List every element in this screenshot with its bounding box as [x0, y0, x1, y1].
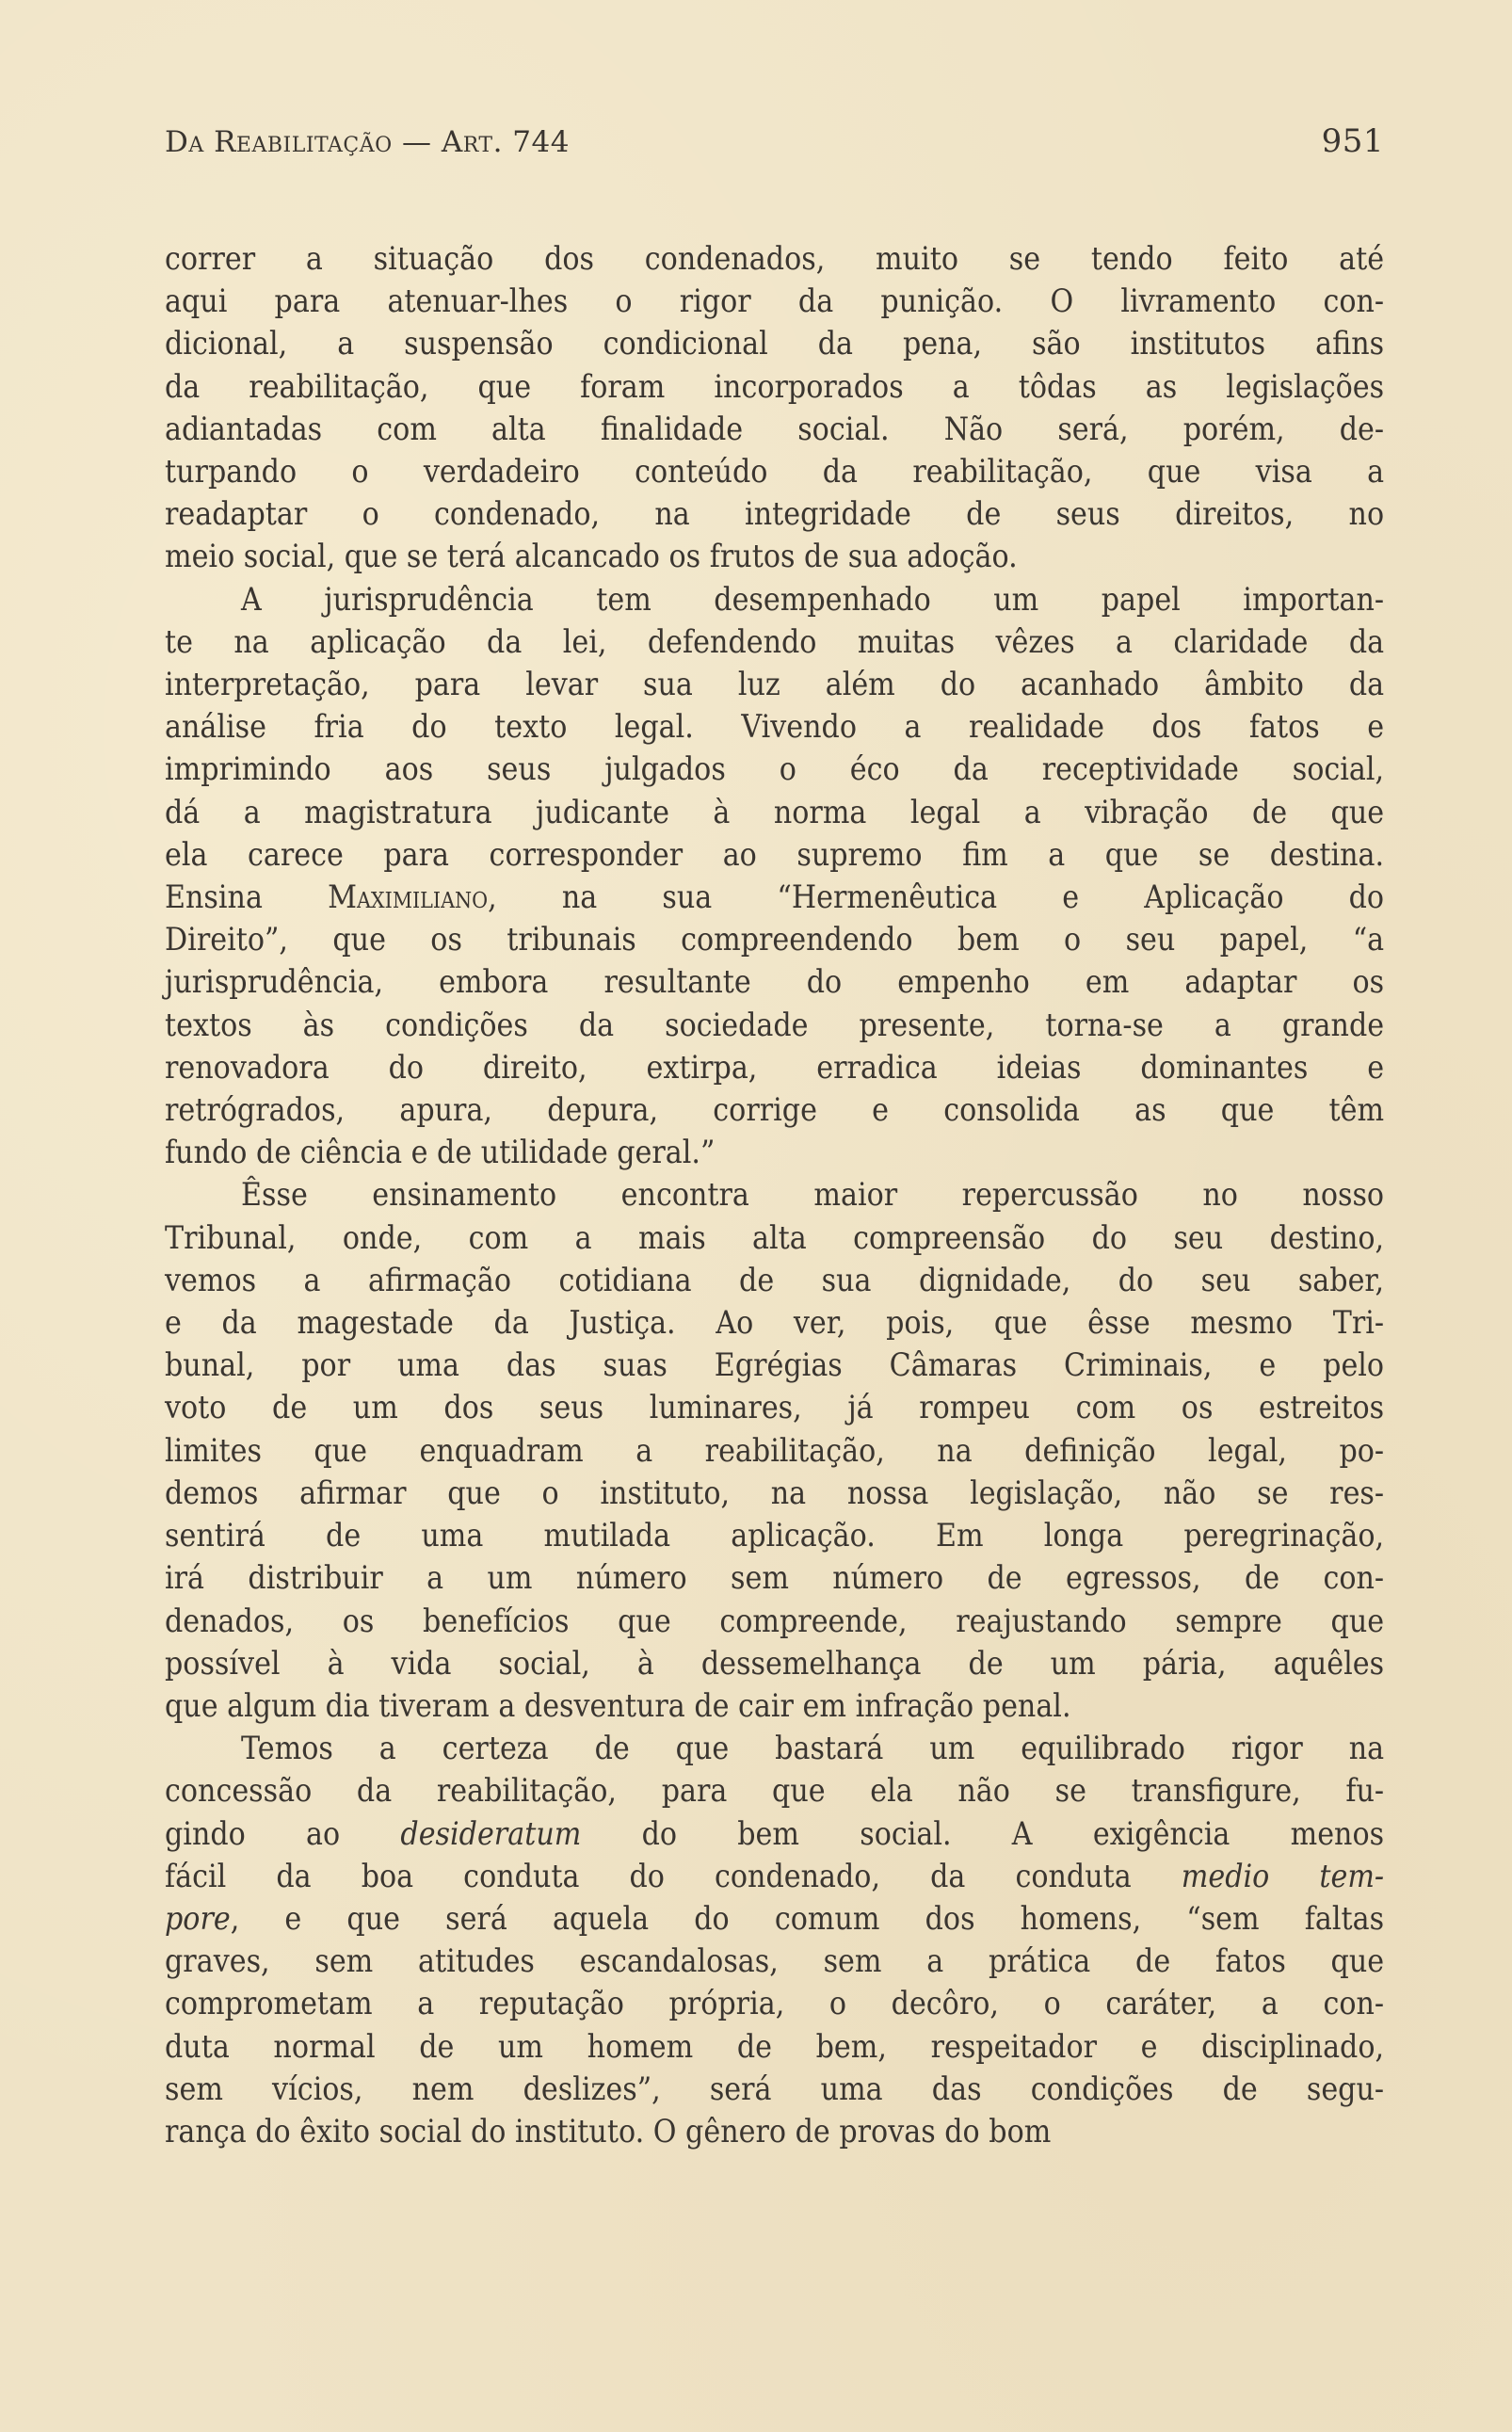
- text-line: concessão da reabilitação, para que ela não se transfigure, fu-: [165, 1772, 1385, 1810]
- text-line: graves, sem atitudes escandalosas, sem a prática de fatos que: [165, 1942, 1385, 1980]
- text-line: Tribunal, onde, com a mais alta compreensão do seu destino,: [165, 1218, 1385, 1256]
- paragraph: [165, 1727, 1384, 2152]
- text-line: e da magestade da Justiça. Ao ver, pois, que êsse mesmo Tri-: [165, 1304, 1385, 1342]
- text-line: irá distribuir a um número sem número de egressos, de con-: [165, 1559, 1385, 1597]
- text-line: meio social, que se terá alcancado os frutos de sua adoção.: [165, 538, 1018, 575]
- text-line: vemos a afirmação cotidiana de sua dignidade, do seu saber,: [165, 1261, 1385, 1298]
- text-line: duta normal de um homem de bem, respeitador e disciplinado,: [165, 2027, 1385, 2065]
- text-line: dicional, a suspensão condicional da pena, são institutos afins: [165, 325, 1385, 362]
- running-head: [165, 122, 1384, 188]
- body-text: [165, 237, 1384, 2152]
- text-line: jurisprudência, embora resultante do empenho em adaptar os: [165, 963, 1385, 1001]
- text-line: comprometam a reputação própria, o decôro, o caráter, a con-: [165, 1985, 1385, 2022]
- text-line: Êsse ensinamento encontra maior repercussão no nosso: [241, 1176, 1385, 1214]
- text-line: da reabilitação, que foram incorporados a tôdas as legislações: [165, 367, 1385, 405]
- text-line: A jurisprudência tem desempenhado um papel importan-: [241, 580, 1385, 618]
- text-line: sem vícios, nem deslizes”, será uma das condições de segu-: [165, 2070, 1385, 2107]
- latin-term: pore: [165, 1899, 231, 1937]
- latin-term: medio tem-: [1181, 1857, 1385, 1894]
- latin-term: desideratum: [400, 1814, 582, 1852]
- text-line: limites que enquadram a reabilitação, na definição legal, po-: [165, 1431, 1385, 1469]
- text-line: Direito”, que os tribunais compreendendo bem o seu papel, “a: [165, 921, 1385, 958]
- text-line: imprimindo aos seus julgados o éco da receptividade social,: [165, 750, 1385, 788]
- text-line: retrógrados, apura, depura, corrige e consolida as que têm: [165, 1091, 1385, 1129]
- text-line: aqui para atenuar-lhes o rigor da punição. O livramento con-: [165, 282, 1385, 320]
- text-line: fácil da boa conduta do condenado, da conduta medio tem-: [165, 1857, 1385, 1894]
- running-title: Da Reabilitação — Art. 744: [165, 125, 570, 159]
- text-line: denados, os benefícios que compreende, reajustando sempre que: [165, 1602, 1385, 1639]
- text-line: possível à vida social, à dessemelhança de um pária, aquêles: [165, 1644, 1385, 1682]
- text-line: fundo de ciência e de utilidade geral.”: [165, 1134, 716, 1171]
- text-line: interpretação, para levar sua luz além do acanhado âmbito da: [165, 666, 1385, 703]
- author-name: Maximiliano: [328, 878, 489, 916]
- text-line: bunal, por uma das suas Egrégias Câmaras Criminais, e pelo: [165, 1346, 1385, 1384]
- text-line: análise fria do texto legal. Vivendo a realidade dos fatos e: [165, 708, 1385, 746]
- text-line: rança do êxito social do instituto. O gênero de provas do bom: [165, 2112, 1052, 2150]
- text-line: turpando o verdadeiro conteúdo da reabilitação, que visa a: [165, 453, 1385, 491]
- text-line: renovadora do direito, extirpa, erradica ideias dominantes e: [165, 1048, 1385, 1086]
- text-line: dá a magistratura judicante à norma legal a vibração de que: [165, 793, 1385, 830]
- text-line: que algum dia tiveram a desventura de cair em infração penal.: [165, 1686, 1071, 1724]
- text-line: correr a situação dos condenados, muito se tendo feito até: [165, 240, 1385, 277]
- text-line: te na aplicação da lei, defendendo muitas vêzes a claridade da: [165, 622, 1385, 660]
- text-line: ela carece para corresponder ao supremo fim a que se destina.: [165, 835, 1385, 873]
- text-line: demos afirmar que o instituto, na nossa legislação, não se res-: [165, 1474, 1385, 1511]
- text-line: readaptar o condenado, na integridade de seus direitos, no: [165, 495, 1385, 533]
- page-number: 951: [1321, 122, 1384, 160]
- text-line: textos às condições da sociedade presente, torna-se a grande: [165, 1006, 1385, 1043]
- text-line: voto de um dos seus luminares, já rompeu com os estreitos: [165, 1389, 1385, 1426]
- paragraph: [165, 1173, 1384, 1727]
- text-line: pore, e que será aquela do comum dos homens, “sem faltas: [165, 1899, 1385, 1937]
- text-line: Ensina Maximiliano, na sua “Hermenêutica e Aplicação do: [165, 878, 1385, 916]
- paragraph: [165, 578, 1384, 1174]
- text-line: adiantadas com alta finalidade social. Não será, porém, de-: [165, 410, 1385, 447]
- text-line: Temos a certeza de que bastará um equilibrado rigor na: [241, 1730, 1385, 1767]
- paragraph: [165, 237, 1384, 578]
- book-page: [165, 122, 1384, 2152]
- text-line: gindo ao desideratum do bem social. A exigência menos: [165, 1814, 1385, 1852]
- text-line: sentirá de uma mutilada aplicação. Em longa peregrinação,: [165, 1517, 1385, 1554]
